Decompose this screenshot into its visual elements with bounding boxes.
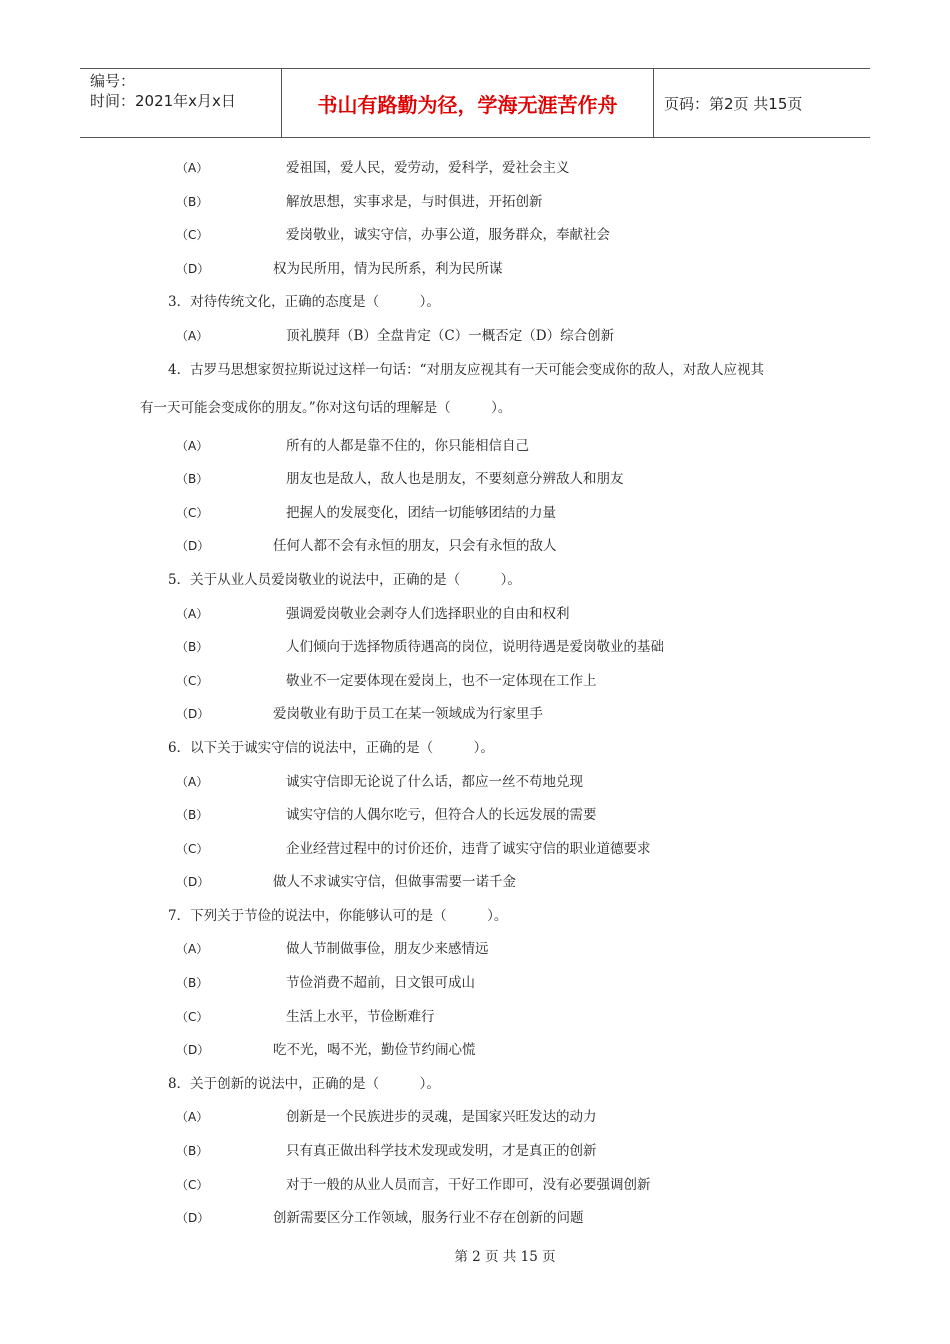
option-row <box>0 1135 950 1169</box>
header-meta <box>80 69 282 137</box>
option-label: （B） <box>176 640 209 655</box>
option-text: 吃不光，喝不光，勤俭节约闹心慌 <box>273 1042 476 1059</box>
question-4-stem-line1: 4．古罗马思想家贺拉斯说过这样一句话：“对朋友应视其有一天可能会变成你的敌人，对敌人应视其 <box>168 361 764 378</box>
option-text: 企业经营过程中的讨价还价，违背了诚实守信的职业道德要求 <box>286 840 651 857</box>
option-text: 解放思想，实事求是，与时俱进，开拓创新 <box>286 193 543 210</box>
option-text: 只有真正做出科学技术发现或发明，才是真正的创新 <box>286 1143 597 1160</box>
option-text: 朋友也是敌人，敌人也是朋友，不要刻意分辨敌人和朋友 <box>286 471 624 488</box>
option-label: （B） <box>176 472 209 487</box>
question-stem <box>0 392 950 430</box>
option-row <box>0 430 950 464</box>
option-label: （B） <box>176 976 209 991</box>
question-stem <box>0 354 950 392</box>
question-stem <box>0 564 950 598</box>
option-row <box>0 320 950 354</box>
option-row <box>0 833 950 867</box>
option-row <box>0 497 950 531</box>
option-label: （D） <box>176 261 210 276</box>
option-label: （B） <box>176 1144 209 1159</box>
number-label: 编号： <box>90 72 136 90</box>
option-label: （C） <box>176 228 209 243</box>
option-row <box>0 253 950 287</box>
option-row <box>0 1001 950 1035</box>
option-row <box>0 766 950 800</box>
question-stem <box>0 900 950 934</box>
option-text: 爱岗敬业，诚实守信，办事公道，服务群众，奉献社会 <box>286 227 610 244</box>
option-text: 生活上水平，节俭断难行 <box>286 1008 435 1025</box>
question-7-stem: 7．下列关于节俭的说法中，你能够认可的是（ ）。 <box>168 907 508 924</box>
date-label: 时间：2021年x月x日 <box>90 92 236 110</box>
option-row <box>0 698 950 732</box>
question-5-stem: 5．关于从业人员爱岗敬业的说法中，正确的是（ ）。 <box>168 571 521 588</box>
option-row <box>0 665 950 699</box>
option-label: （A） <box>176 438 209 453</box>
option-label: （B） <box>176 194 209 209</box>
option-text: 对于一般的从业人员而言，干好工作即可，没有必要强调创新 <box>286 1176 651 1193</box>
option-row <box>0 1169 950 1203</box>
option-text: 强调爱岗敬业会剥夺人们选择职业的自由和权利 <box>286 605 570 622</box>
option-label: （B） <box>176 808 209 823</box>
option-row <box>0 933 950 967</box>
option-label: （D） <box>176 1211 210 1226</box>
option-text: 做人节制做事俭，朋友少来感情远 <box>286 941 489 958</box>
option-text: 创新需要区分工作领域，服务行业不存在创新的问题 <box>273 1210 584 1227</box>
option-label: （D） <box>176 539 210 554</box>
option-text: 创新是一个民族进步的灵魂，是国家兴旺发达的动力 <box>286 1109 597 1126</box>
option-label: （C） <box>176 1177 209 1192</box>
page-header <box>80 68 870 138</box>
option-label: （D） <box>176 875 210 890</box>
question-6-stem: 6．以下关于诚实守信的说法中，正确的是（ ）。 <box>168 739 494 756</box>
option-label: （A） <box>176 606 209 621</box>
option-text: 节俭消费不超前，日文银可成山 <box>286 975 475 992</box>
option-row <box>0 598 950 632</box>
option-row <box>0 1034 950 1068</box>
option-text: 爱岗敬业有助于员工在某一领域成为行家里手 <box>273 706 543 723</box>
option-label: （D） <box>176 707 210 722</box>
option-label: （C） <box>176 505 209 520</box>
option-row <box>0 186 950 220</box>
question-stem <box>0 286 950 320</box>
option-row <box>0 866 950 900</box>
question-8-stem: 8．关于创新的说法中，正确的是（ ）。 <box>168 1075 440 1092</box>
question-list <box>0 152 950 1236</box>
page-footer: 第 2 页 共 15 页 <box>454 1249 556 1265</box>
option-row <box>0 967 950 1001</box>
option-text: 爱祖国，爱人民，爱劳动，爱科学，爱社会主义 <box>286 160 570 176</box>
option-row <box>0 152 950 186</box>
option-label: （A） <box>176 328 209 343</box>
option-text: 权为民所用，情为民所系，利为民所谋 <box>273 260 503 277</box>
header-motto: 书山有路勤为径，学海无涯苦作舟 <box>282 69 654 137</box>
option-row <box>0 799 950 833</box>
option-text: 任何人都不会有永恒的朋友，只会有永恒的敌人 <box>273 538 557 555</box>
option-text: 诚实守信即无论说了什么话，都应一丝不苟地兑现 <box>286 773 583 790</box>
question-stem <box>0 1068 950 1102</box>
option-text: 顶礼膜拜（B）全盘肯定（C）一概否定（D）综合创新 <box>286 327 615 344</box>
option-row <box>0 631 950 665</box>
question-3-stem: 3．对待传统文化，正确的态度是（ ）。 <box>168 294 440 311</box>
option-label: （C） <box>176 673 209 688</box>
option-row <box>0 1101 950 1135</box>
option-row <box>0 530 950 564</box>
option-row <box>0 219 950 253</box>
option-label: （A） <box>176 1110 209 1125</box>
option-row <box>0 463 950 497</box>
option-text: 把握人的发展变化，团结一切能够团结的力量 <box>286 504 556 521</box>
option-row <box>0 1202 950 1236</box>
header-page-info: 页码：第2页 共15页 <box>664 94 803 113</box>
option-label: （A） <box>176 161 209 175</box>
option-text: 所有的人都是靠不住的，你只能相信自己 <box>286 437 529 454</box>
option-label: （A） <box>176 774 209 789</box>
question-stem <box>0 732 950 766</box>
option-text: 做人不求诚实守信，但做事需要一诺千金 <box>273 874 516 891</box>
option-text: 人们倾向于选择物质待遇高的岗位，说明待遇是爱岗敬业的基础 <box>286 639 664 656</box>
option-label: （C） <box>176 1009 209 1024</box>
question-4-stem-line2: 有一天可能会变成你的朋友。”你对这句话的理解是（ ）。 <box>140 399 512 416</box>
option-label: （A） <box>176 942 209 957</box>
option-text: 敬业不一定要体现在爱岗上，也不一定体现在工作上 <box>286 672 597 689</box>
option-label: （C） <box>176 841 209 856</box>
option-label: （D） <box>176 1043 210 1058</box>
option-text: 诚实守信的人偶尔吃亏，但符合人的长远发展的需要 <box>286 807 597 824</box>
